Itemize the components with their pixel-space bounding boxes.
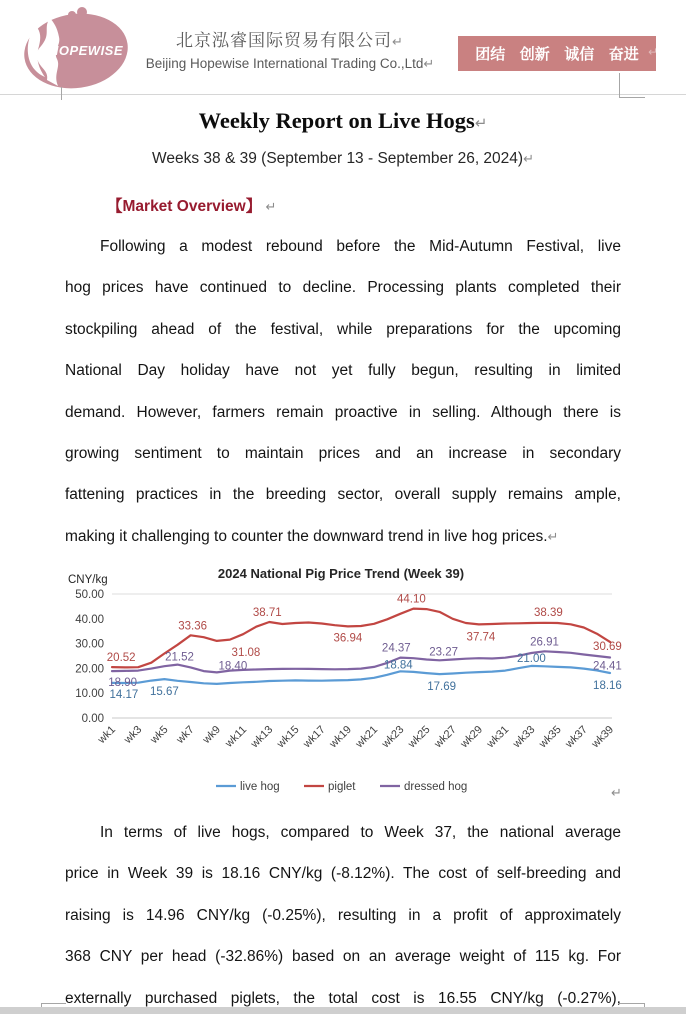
y-axis-tick-label: 40.00 xyxy=(75,613,104,626)
data-label: 44.10 xyxy=(397,593,426,606)
data-label: 21.00 xyxy=(516,652,546,665)
x-axis-tick-label: wk35 xyxy=(537,723,564,751)
data-label: 38.71 xyxy=(252,606,282,619)
return-mark: ↵ xyxy=(611,786,622,801)
data-label: 30.69 xyxy=(593,640,622,653)
data-label: 24.41 xyxy=(593,660,622,673)
live-hogs-analysis-paragraph xyxy=(65,812,621,1014)
return-mark: ↵ xyxy=(265,200,277,215)
x-axis-tick-label: wk23 xyxy=(379,723,407,751)
header-divider xyxy=(0,94,686,95)
paragraph-line: price in Week 39 is 18.16 CNY/kg (-8.12%). The cost of self-breeding and xyxy=(65,865,621,883)
paragraph-line: externally purchased piglets, the total cost is 16.55 CNY/kg (-0.27%), xyxy=(65,989,621,1007)
x-axis-tick-label: wk15 xyxy=(274,723,302,751)
data-label: 18.90 xyxy=(108,677,138,690)
data-label: 38.39 xyxy=(534,606,563,619)
x-axis-tick-label: wk33 xyxy=(510,723,538,751)
paragraph-line: raising is 14.96 CNY/kg (-0.25%), resulting in a profit of approximately xyxy=(65,906,621,924)
x-axis-tick-label: wk17 xyxy=(301,723,328,751)
x-axis-tick-label: wk25 xyxy=(405,723,433,751)
data-label: 17.69 xyxy=(427,681,457,694)
data-label: 14.17 xyxy=(109,688,139,701)
slogan-word: 诚信 xyxy=(564,46,595,63)
report-title: Weekly Report on Live Hogs↵ xyxy=(198,108,488,133)
x-axis-tick-label: wk13 xyxy=(248,723,276,751)
data-label: 23.27 xyxy=(429,646,459,659)
x-axis-tick-label: wk3 xyxy=(122,723,145,746)
company-name-block xyxy=(100,30,480,75)
margin-crop-mark xyxy=(61,87,62,100)
data-label: 26.91 xyxy=(530,636,559,649)
paragraph-line: fattening practices in the breeding sector, overall supply remains ample, xyxy=(65,486,621,504)
return-mark: ↵ xyxy=(423,57,435,72)
y-axis-tick-label: 30.00 xyxy=(75,638,104,651)
data-label: 31.08 xyxy=(231,646,261,659)
data-label: 33.36 xyxy=(178,620,208,633)
x-axis-tick-label: wk9 xyxy=(200,723,223,746)
x-axis-tick-label: wk21 xyxy=(353,723,381,751)
chart-title: 2024 National Pig Price Trend (Week 39) xyxy=(217,566,465,581)
logo-text: HOPEWISE xyxy=(48,43,124,58)
paragraph-line: growing sentiment to maintain prices and an increase in secondary xyxy=(65,444,621,462)
company-name-en: Beijing Hopewise International Trading Co.,Ltd xyxy=(145,56,424,71)
return-mark: ↵ xyxy=(647,45,658,59)
pig-price-trend-chart xyxy=(58,558,638,802)
x-axis-tick-label: wk39 xyxy=(589,723,617,751)
data-label: 21.52 xyxy=(165,651,194,664)
return-mark: ↵ xyxy=(547,529,559,545)
paragraph-line: making it challenging to counter the downward trend in live hog prices.↵ xyxy=(65,527,559,545)
data-label: 18.40 xyxy=(218,660,248,673)
legend-label: dressed hog xyxy=(404,781,468,793)
slogan-banner xyxy=(458,36,656,71)
return-mark: ↵ xyxy=(392,35,404,50)
data-label: 18.84 xyxy=(383,659,413,672)
data-label: 36.94 xyxy=(333,632,363,645)
data-label: 20.52 xyxy=(106,652,136,665)
legend-label: live hog xyxy=(240,781,280,793)
data-label: 15.67 xyxy=(150,686,179,699)
chart-unit-label: CNY/kg xyxy=(68,574,108,586)
data-label: 24.37 xyxy=(381,642,411,655)
x-axis-tick-label: wk31 xyxy=(484,723,512,751)
y-axis-tick-label: 50.00 xyxy=(75,589,104,601)
paragraph-line: In terms of live hogs, compared to Week 37, the national average xyxy=(100,824,621,841)
slogan-word: 团结 xyxy=(475,46,506,63)
paragraph-line: 368 CNY per head (-32.86%) based on an average weight of 115 kg. For xyxy=(65,948,621,966)
paragraph-line: hog prices have continued to decline. Processing plants completed their xyxy=(65,279,621,297)
x-axis-tick-label: wk29 xyxy=(458,723,486,751)
paragraph-line: stockpiling ahead of the festival, while preparations for the upcoming xyxy=(65,320,621,338)
x-axis-tick-label: wk1 xyxy=(95,723,119,746)
market-overview-paragraph xyxy=(65,226,621,557)
slogan-word: 创新 xyxy=(519,46,550,63)
report-subtitle: Weeks 38 & 39 (September 13 - September 26, 2024)↵ xyxy=(152,150,534,167)
section-heading-market-overview: 【Market Overview】 ↵ xyxy=(107,198,277,215)
x-axis-tick-label: wk5 xyxy=(148,723,171,746)
margin-crop-mark xyxy=(619,73,645,98)
data-label: 37.74 xyxy=(466,631,496,644)
slogan-word: 奋进 xyxy=(608,46,639,63)
paragraph-line: Following a modest rebound before the Mid-Autumn Festival, live xyxy=(100,238,621,255)
data-label: 18.16 xyxy=(593,679,622,692)
y-axis-tick-label: 20.00 xyxy=(75,663,104,676)
x-axis-tick-label: wk11 xyxy=(223,723,250,750)
paragraph-line: National Day holiday have not yet fully begun, resulting in limited xyxy=(65,362,621,380)
x-axis-tick-label: wk37 xyxy=(563,723,590,751)
return-mark: ↵ xyxy=(523,152,534,167)
legend-label: piglet xyxy=(328,781,356,793)
x-axis-tick-label: wk27 xyxy=(432,723,459,751)
y-axis-tick-label: 10.00 xyxy=(75,688,104,701)
y-axis-tick-label: 0.00 xyxy=(81,713,104,725)
x-axis-tick-label: wk19 xyxy=(327,723,355,751)
company-name-cn: 北京泓睿国际贸易有限公司 xyxy=(176,31,393,50)
page-edge xyxy=(0,1007,686,1014)
return-mark: ↵ xyxy=(474,114,488,132)
x-axis-tick-label: wk7 xyxy=(174,723,197,746)
paragraph-line: demand. However, farmers remain proactive in selling. Although there is xyxy=(65,403,621,421)
